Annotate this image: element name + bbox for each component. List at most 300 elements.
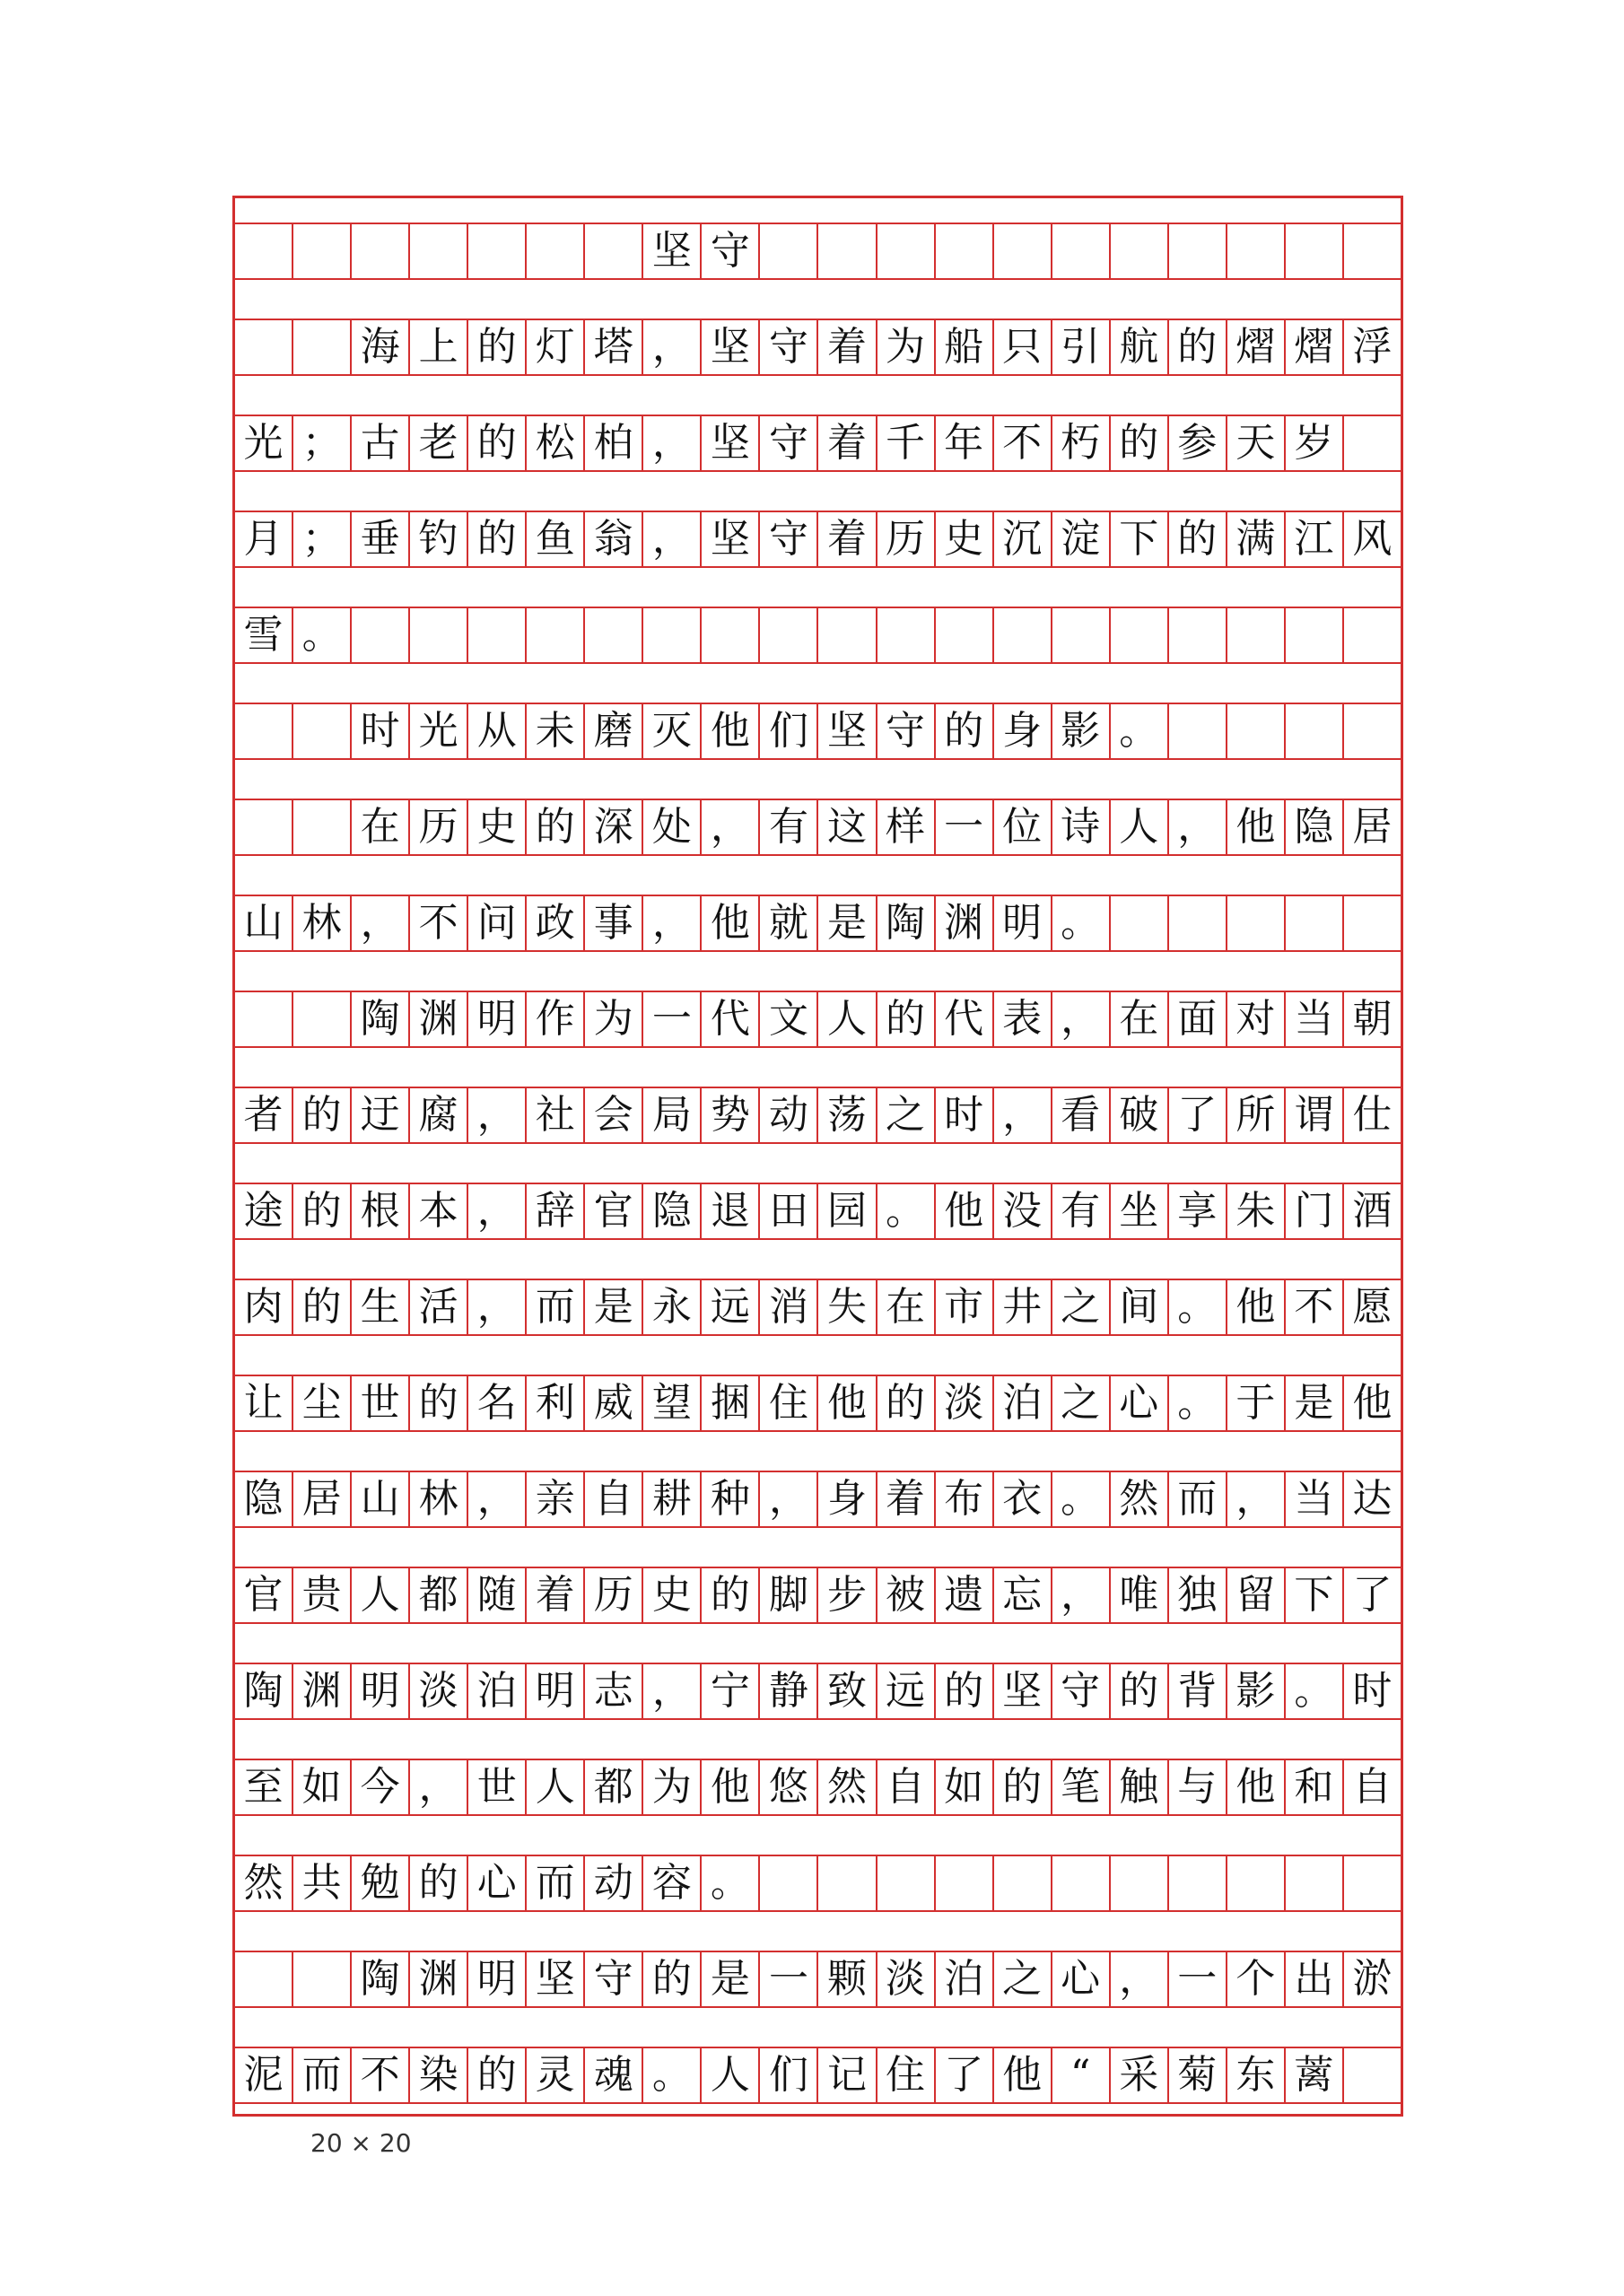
grid-cell	[1286, 1856, 1344, 1910]
grid-cell: ，	[468, 1088, 527, 1142]
grid-cell: 的	[410, 1856, 468, 1910]
grid-cell: 。	[1052, 1472, 1111, 1526]
grid-cell: 脚	[760, 1568, 818, 1622]
grid-cell	[410, 608, 468, 662]
grid-cell: 没	[994, 1184, 1052, 1238]
grid-cell: 之	[994, 1952, 1052, 2006]
grid-cell: 耕	[643, 1472, 702, 1526]
grid-row	[235, 1471, 1401, 1528]
grid-cell: 岁	[1286, 416, 1344, 470]
grid-cell	[877, 608, 936, 662]
grid-cell: 代	[702, 992, 760, 1046]
grid-cell: 灯	[527, 320, 585, 374]
grid-cell: 今	[352, 1760, 410, 1814]
grid-cell: 淡	[410, 1664, 468, 1718]
grid-cell: 蓠	[1286, 2048, 1344, 2102]
grid-cell: 园	[818, 1184, 877, 1238]
grid-cell: 菊	[1169, 2048, 1227, 2102]
grid-cell: 不	[410, 896, 468, 950]
grid-cell: 自	[585, 1472, 643, 1526]
grid-cell: ，	[643, 1664, 702, 1718]
grid-cell: 山	[235, 896, 293, 950]
grid-cell: 居	[293, 1472, 352, 1526]
grid-cell: 容	[643, 1856, 702, 1910]
grid-row	[235, 991, 1401, 1048]
grid-cell: 静	[760, 1664, 818, 1718]
grid-cell: 然	[818, 1760, 877, 1814]
grid-cell: 都	[410, 1568, 468, 1622]
grid-cell: 灵	[527, 2048, 585, 2102]
grid-cell	[1286, 704, 1344, 758]
grid-cell	[1169, 704, 1227, 758]
grid-cell: 文	[760, 992, 818, 1046]
grid-cell: 局	[643, 1088, 702, 1142]
grid-cell: 人	[702, 2048, 760, 2102]
grid-cell: 根	[352, 1184, 410, 1238]
grid-cell: 政	[527, 896, 585, 950]
grid-cell: 愿	[1352, 1284, 1393, 1330]
grid-cell: 上	[410, 320, 468, 374]
grid-cell: 就	[760, 896, 818, 950]
grid-cell: 被	[877, 1568, 936, 1622]
grid-cell: 市	[936, 1280, 994, 1334]
grid-cell: 泥	[235, 2048, 293, 2102]
grid-cell: 明	[352, 1664, 410, 1718]
grid-cell: 垂	[352, 512, 410, 566]
grid-cell: 磨	[585, 704, 643, 758]
grid-cell: 他	[994, 2048, 1052, 2102]
grid-cell: 未	[527, 704, 585, 758]
grid-cell: 人	[352, 1568, 410, 1622]
grid-row	[235, 1567, 1401, 1624]
grid-cell: 下	[1286, 1568, 1344, 1622]
grid-cell: 灭	[643, 704, 702, 758]
grid-cell: 尘	[293, 1376, 352, 1430]
grid-cell: 古	[352, 416, 410, 470]
grid-cell	[936, 224, 994, 278]
grid-cell	[1111, 896, 1169, 950]
grid-cell: 忘	[994, 1568, 1052, 1622]
grid-cell: 引	[1052, 320, 1111, 374]
grid-cell: 这	[818, 800, 877, 854]
grid-cell: 只	[994, 320, 1052, 374]
grid-cell: 的	[702, 1568, 760, 1622]
grid-cell: 的	[468, 320, 527, 374]
grid-cell: ，	[1169, 800, 1227, 854]
grid-cell	[585, 608, 643, 662]
grid-cell: 腐	[410, 1088, 468, 1142]
grid-row	[235, 1759, 1401, 1816]
grid-cell: 远	[702, 1280, 760, 1334]
grid-cell: 致	[818, 1664, 877, 1718]
grid-cell: 衣	[994, 1472, 1052, 1526]
grid-cell	[1286, 224, 1344, 278]
grid-cell: 门	[1286, 1184, 1344, 1238]
grid-cell	[585, 224, 643, 278]
grid-cell: 的	[877, 1376, 936, 1430]
grid-cell	[1344, 416, 1401, 470]
grid-cell: 影	[1227, 1664, 1286, 1718]
grid-row	[235, 1375, 1401, 1432]
grid-cell: 自	[877, 1760, 936, 1814]
grid-cell: 退	[702, 1184, 760, 1238]
grid-cell: 世	[468, 1760, 527, 1814]
grid-cell: 的	[994, 1760, 1052, 1814]
grid-cell: 住	[877, 2048, 936, 2102]
grid-cell	[1052, 1856, 1111, 1910]
grid-cell: 历	[877, 512, 936, 566]
grid-cell: 他	[1352, 1380, 1393, 1426]
grid-cell	[818, 1856, 877, 1910]
grid-cell: 了	[936, 2048, 994, 2102]
grid-cell: 熠	[1286, 320, 1344, 374]
grid-cell: 他	[702, 704, 760, 758]
grid-cell: 然	[235, 1856, 293, 1910]
grid-cell	[994, 224, 1052, 278]
grid-cell: ，	[410, 1760, 468, 1814]
grid-cell: 当	[1286, 1472, 1344, 1526]
grid-cell: 活	[410, 1280, 468, 1334]
grid-cell: 会	[585, 1088, 643, 1142]
grid-cell	[1169, 1856, 1227, 1910]
grid-cell: 诗	[1052, 800, 1111, 854]
grid-cell: 样	[877, 800, 936, 854]
grid-cell	[1052, 608, 1111, 662]
grid-cell: ，	[994, 1088, 1052, 1142]
grid-cell: 肉	[235, 1280, 293, 1334]
grid-cell	[936, 1856, 994, 1910]
grid-row	[235, 1663, 1401, 1720]
grid-cell	[1169, 608, 1227, 662]
grid-cell: 井	[994, 1280, 1052, 1334]
grid-cell: 隐	[643, 1184, 702, 1238]
grid-cell: 心	[1052, 1952, 1111, 2006]
grid-cell	[1286, 608, 1344, 662]
grid-cell: 身	[818, 1472, 877, 1526]
grid-row	[235, 2047, 1401, 2104]
grid-cell: 。	[643, 2048, 702, 2102]
grid-cell: 人	[1111, 800, 1169, 854]
grid-cell: 失	[818, 1280, 877, 1334]
grid-cell: 渊	[293, 1664, 352, 1718]
grid-row	[235, 223, 1401, 280]
grid-cell: 的	[1111, 1664, 1169, 1718]
grid-cell	[293, 992, 352, 1046]
grid-cell: 是	[818, 896, 877, 950]
grid-cell: 之	[1052, 1280, 1111, 1334]
grid-cell: 本	[410, 1184, 468, 1238]
grid-cell	[468, 608, 527, 662]
grid-cell: 与	[1169, 1760, 1227, 1814]
grid-cell	[527, 608, 585, 662]
grid-cell: 之	[1052, 1376, 1111, 1430]
grid-cell: 的	[1111, 416, 1169, 470]
grid-cell: 官	[235, 1568, 293, 1622]
grid-cell: 的	[293, 1184, 352, 1238]
grid-cell	[702, 608, 760, 662]
grid-cell	[1227, 1856, 1286, 1910]
grid-cell: 住	[760, 1376, 818, 1430]
grid-cell: ，	[643, 320, 702, 374]
grid-cell	[1227, 608, 1286, 662]
grid-cell	[994, 1856, 1052, 1910]
grid-cell: 在	[352, 800, 410, 854]
grid-cell: 的	[468, 2048, 527, 2102]
grid-cell: 明	[994, 896, 1052, 950]
grid-cell: 从	[468, 704, 527, 758]
grid-cell: 随	[468, 1568, 527, 1622]
grid-cell	[760, 1856, 818, 1910]
grid-cell: 然	[1111, 1472, 1169, 1526]
grid-cell: ；	[293, 512, 352, 566]
grid-cell: 至	[235, 1760, 293, 1814]
grid-cell: 着	[818, 320, 877, 374]
grid-cell	[293, 800, 352, 854]
grid-cell: 满	[1227, 512, 1286, 566]
grid-cell: 他	[1227, 800, 1286, 854]
grid-cell: 松	[527, 416, 585, 470]
grid-cell: 唯	[1111, 1568, 1169, 1622]
grid-cell: 的	[410, 1376, 468, 1430]
grid-cell: 于	[1227, 1376, 1286, 1430]
grid-cell: 达	[1352, 1476, 1393, 1522]
grid-row	[235, 511, 1401, 568]
grid-cell: 。	[1286, 1664, 1344, 1718]
grid-cell: 守	[1052, 1664, 1111, 1718]
grid-cell: 塔	[585, 320, 643, 374]
grid-cell: 淡	[877, 1952, 936, 2006]
grid-cell: 在	[1111, 992, 1169, 1046]
grid-cell: 采	[1111, 2048, 1169, 2102]
grid-cell: 不	[994, 416, 1052, 470]
grid-cell: 翁	[585, 512, 643, 566]
grid-cell: 坚	[702, 320, 760, 374]
grid-cell: 的	[1169, 320, 1227, 374]
grid-cell: 。	[702, 1856, 760, 1910]
grid-cell: 渊	[936, 896, 994, 950]
grid-cell: 朱	[1227, 1184, 1286, 1238]
grid-cell	[1169, 896, 1227, 950]
grid-cell: 宁	[702, 1664, 760, 1718]
grid-cell	[410, 224, 468, 278]
grid-row	[235, 799, 1401, 856]
grid-cell: 颗	[818, 1952, 877, 2006]
grid-cell: 共	[293, 1856, 352, 1910]
grid-cell: 辞	[527, 1184, 585, 1238]
grid-cell: 下	[1111, 512, 1169, 566]
grid-cell: 作	[527, 992, 585, 1046]
grid-cell	[1227, 896, 1286, 950]
grid-cell	[1344, 2048, 1401, 2102]
grid-row	[235, 895, 1401, 952]
grid-cell: 明	[468, 992, 527, 1046]
grid-cell: 深	[585, 800, 643, 854]
grid-cell: 动	[585, 1856, 643, 1910]
grid-row	[235, 703, 1401, 760]
grid-cell: 坚	[702, 512, 760, 566]
grid-cell: 们	[760, 704, 818, 758]
grid-cell: 守	[702, 224, 760, 278]
grid-cell: 隐	[235, 1472, 293, 1526]
grid-cell: ，	[1111, 1952, 1169, 2006]
grid-cell: 史	[468, 800, 527, 854]
grid-cell: 的	[468, 512, 527, 566]
grid-cell: 渊	[410, 992, 468, 1046]
grid-cell: 他	[818, 1376, 877, 1430]
grid-cell: 隐	[1286, 800, 1344, 854]
grid-cell: 史	[936, 512, 994, 566]
grid-row	[235, 1951, 1401, 2008]
grid-cell: 一	[936, 800, 994, 854]
grid-cell	[352, 224, 410, 278]
grid-cell: 如	[293, 1760, 352, 1814]
grid-cell: 者	[235, 1088, 293, 1142]
grid-cell: 自	[1352, 1764, 1393, 1810]
grid-cell: ，	[1052, 1568, 1111, 1622]
grid-cell: 了	[1352, 1572, 1393, 1618]
grid-cell: 沉	[994, 512, 1052, 566]
grid-cell: 享	[1169, 1184, 1227, 1238]
grid-cell	[293, 320, 352, 374]
grid-cell: 迂	[352, 1088, 410, 1142]
grid-cell: 所	[1227, 1088, 1286, 1142]
grid-cell: 守	[760, 512, 818, 566]
grid-cell: 背	[1169, 1664, 1227, 1718]
grid-cell: 时	[936, 1088, 994, 1142]
grid-cell: 时	[1352, 1668, 1393, 1714]
grid-cell: ，	[1227, 1472, 1286, 1526]
grid-cell: 守	[760, 320, 818, 374]
grid-cell: 而	[527, 1856, 585, 1910]
grid-cell: 他	[702, 896, 760, 950]
grid-cell: 步	[818, 1568, 877, 1622]
grid-cell	[1111, 608, 1169, 662]
grid-cell: 有	[760, 800, 818, 854]
grid-cell	[877, 1856, 936, 1910]
grid-cell: 泊	[994, 1376, 1052, 1430]
grid-row	[235, 1855, 1401, 1912]
grid-cell: 明	[527, 1664, 585, 1718]
grid-cell: 泊	[468, 1664, 527, 1718]
grid-cell: 间	[1111, 1280, 1169, 1334]
grid-cell: 途	[235, 1184, 293, 1238]
grid-cell: 坐	[1111, 1184, 1169, 1238]
grid-cell: ，	[352, 896, 410, 950]
grid-cell: 不	[1286, 1280, 1344, 1334]
grid-cell: 月	[235, 512, 293, 566]
grid-cell: 威	[585, 1376, 643, 1430]
grid-cell: 光	[410, 704, 468, 758]
grid-cell	[818, 224, 877, 278]
grid-cell: 年	[936, 416, 994, 470]
grid-cell: 荡	[818, 1088, 877, 1142]
grid-cell	[1111, 224, 1169, 278]
grid-row	[235, 1183, 1401, 1240]
grid-cell: 田	[760, 1184, 818, 1238]
grid-cell: 名	[468, 1376, 527, 1430]
grid-cell: 着	[818, 416, 877, 470]
grid-cell: 表	[994, 992, 1052, 1046]
grid-cell: 出	[1286, 1952, 1344, 2006]
grid-cell: 是	[702, 1952, 760, 2006]
grid-cell: 人	[818, 992, 877, 1046]
grid-cell: 布	[936, 1472, 994, 1526]
grid-cell: 。	[1111, 704, 1169, 758]
grid-cell: 消	[760, 1280, 818, 1334]
grid-cell: 江	[1286, 512, 1344, 566]
grid-cell: 陶	[235, 1664, 293, 1718]
grid-cell: 着	[877, 1472, 936, 1526]
grid-cell: 魂	[585, 2048, 643, 2102]
grid-cell: ，	[468, 1280, 527, 1334]
grid-cell: 守	[760, 416, 818, 470]
grid-cell: 勉	[352, 1856, 410, 1910]
grid-cell: 坚	[994, 1664, 1052, 1718]
grid-cell	[877, 224, 936, 278]
grid-cell	[1344, 224, 1401, 278]
grid-cell: ，	[702, 800, 760, 854]
grid-cell: 浮	[1352, 324, 1393, 370]
grid-cell	[643, 608, 702, 662]
grid-cell: 着	[527, 1568, 585, 1622]
grid-cell: 的	[643, 1952, 702, 2006]
grid-cell: 让	[235, 1376, 293, 1430]
grid-cell: 染	[410, 2048, 468, 2102]
grid-cell: 动	[760, 1088, 818, 1142]
grid-cell: 雪	[235, 608, 293, 662]
grid-cell: 坚	[818, 704, 877, 758]
grid-cell: 他	[1227, 1280, 1286, 1334]
grid-cell: 坚	[643, 224, 702, 278]
grid-cell: 生	[352, 1280, 410, 1334]
grid-cell: ，	[1052, 992, 1111, 1046]
grid-cell	[1344, 704, 1401, 758]
grid-cell: 破	[1111, 1088, 1169, 1142]
grid-cell: 一	[1169, 1952, 1227, 2006]
grid-cell: 看	[1052, 1088, 1111, 1142]
grid-cell: 坚	[527, 1952, 585, 2006]
grid-cell: 远	[877, 1664, 936, 1718]
grid-cell: 天	[1227, 416, 1286, 470]
grid-cell: 代	[936, 992, 994, 1046]
grid-cell: 居	[1352, 804, 1393, 850]
grid-cell: 他	[1227, 1760, 1286, 1814]
grid-cell: ，	[468, 1184, 527, 1238]
grid-cell	[235, 1952, 293, 2006]
grid-cell: “	[1052, 2048, 1111, 2102]
grid-cell: 历	[585, 1568, 643, 1622]
grid-cell: 淤	[1352, 1956, 1393, 2002]
grid-row	[235, 1087, 1401, 1144]
grid-cell: 永	[643, 1280, 702, 1334]
grid-cell: 淀	[1052, 512, 1111, 566]
grid-cell: ，	[468, 1472, 527, 1526]
grid-cell	[1111, 1856, 1169, 1910]
grid-cell: 人	[527, 1760, 585, 1814]
grid-cell: 仕	[1352, 1092, 1393, 1138]
grid-cell: 对	[1227, 992, 1286, 1046]
grid-cell: 的	[936, 1664, 994, 1718]
grid-cell	[1052, 224, 1111, 278]
grid-cell: 千	[877, 416, 936, 470]
grid-cell: 守	[877, 704, 936, 758]
grid-cell: 心	[1111, 1376, 1169, 1430]
grid-cell	[352, 608, 410, 662]
grid-cell: 风	[1352, 516, 1393, 562]
grid-cell	[1227, 704, 1286, 758]
grid-size-label: 20 × 20	[310, 2128, 412, 2158]
grid-cell: 而	[527, 1280, 585, 1334]
